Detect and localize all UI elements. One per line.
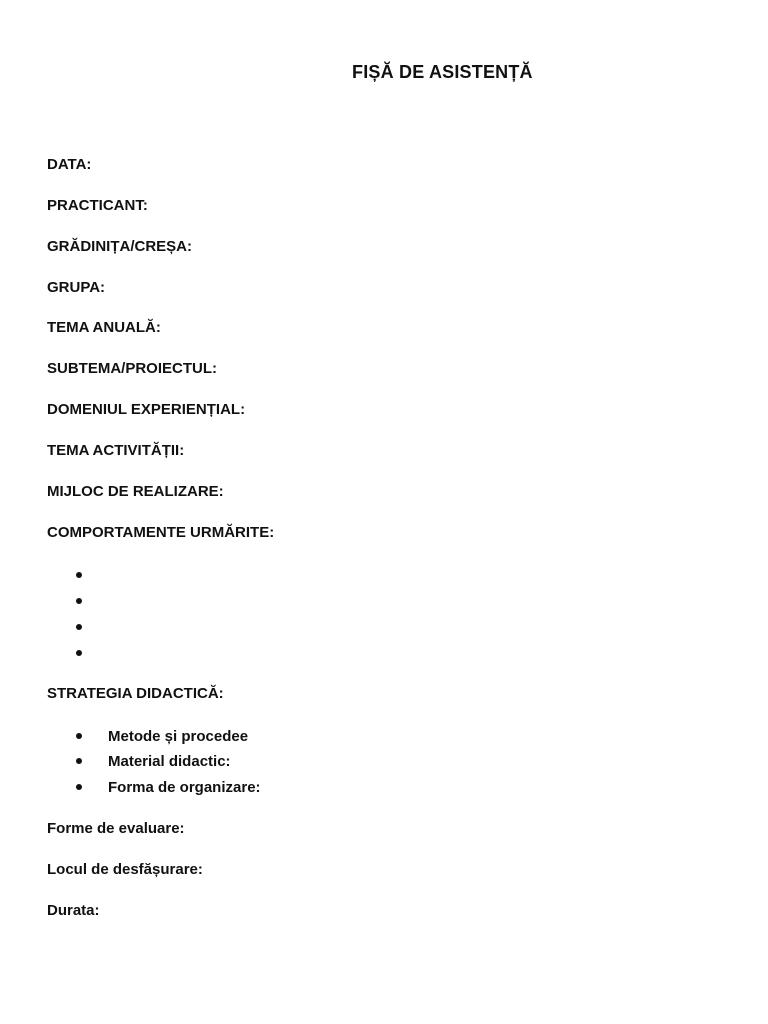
bullet-icon bbox=[76, 572, 82, 578]
field-mijloc: MIJLOC DE REALIZARE: bbox=[47, 483, 224, 500]
field-data: DATA: bbox=[47, 156, 92, 173]
field-subtema: SUBTEMA/PROIECTUL: bbox=[47, 360, 217, 377]
field-practicant: PRACTICANT: bbox=[47, 197, 148, 214]
field-forme-evaluare: Forme de evaluare: bbox=[47, 820, 185, 837]
field-locul: Locul de desfășurare: bbox=[47, 861, 203, 878]
empty-bullet bbox=[76, 617, 108, 637]
empty-bullet bbox=[76, 643, 108, 663]
field-tema-activitatii: TEMA ACTIVITĂȚII: bbox=[47, 442, 185, 459]
bullet-icon bbox=[76, 784, 82, 790]
strategy-item-label: Material didactic: bbox=[108, 752, 231, 770]
strategy-item-label: Forma de organizare: bbox=[108, 778, 261, 796]
bullet-icon bbox=[76, 733, 82, 739]
bullet-icon bbox=[76, 624, 82, 630]
field-domeniul: DOMENIUL EXPERIENȚIAL: bbox=[47, 401, 246, 418]
bullet-icon bbox=[76, 758, 82, 764]
field-grupa: GRUPA: bbox=[47, 279, 106, 296]
field-gradinita: GRĂDINIȚA/CREȘA: bbox=[47, 238, 192, 255]
bullet-icon bbox=[76, 650, 82, 656]
field-durata: Durata: bbox=[47, 902, 100, 919]
field-comportamente: COMPORTAMENTE URMĂRITE: bbox=[47, 524, 275, 541]
strategy-item bbox=[76, 751, 231, 771]
field-strategia: STRATEGIA DIDACTICĂ: bbox=[47, 685, 224, 702]
field-tema-anuala: TEMA ANUALĂ: bbox=[47, 319, 161, 336]
bullet-icon bbox=[76, 598, 82, 604]
strategy-item bbox=[76, 777, 261, 797]
document-title: FIȘĂ DE ASISTENȚĂ bbox=[352, 62, 533, 82]
empty-bullet bbox=[76, 591, 108, 611]
empty-bullet bbox=[76, 565, 108, 585]
strategy-item-label: Metode și procedee bbox=[108, 727, 249, 745]
strategy-item bbox=[76, 726, 248, 746]
